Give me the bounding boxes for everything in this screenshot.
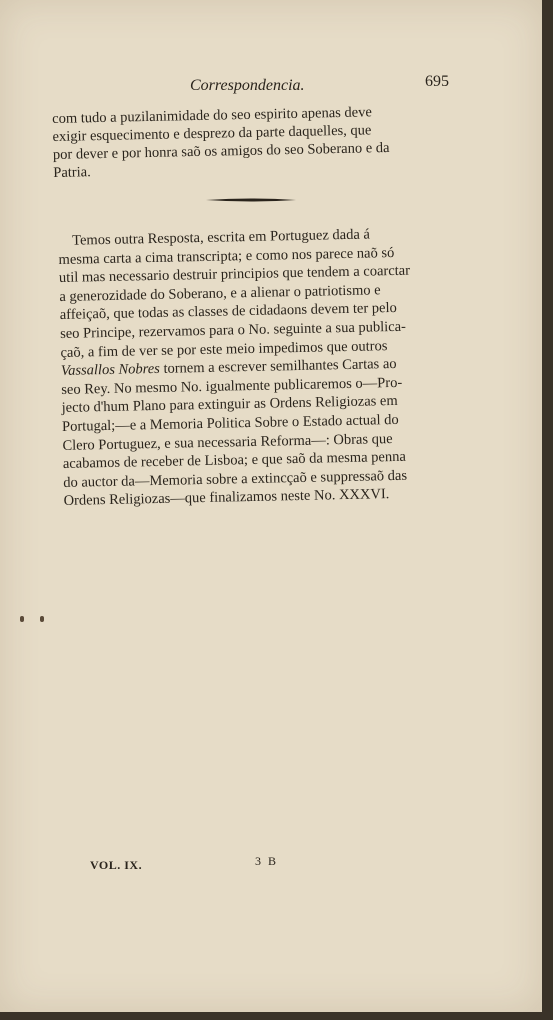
paragraph-editorial-note bbox=[58, 224, 466, 511]
text-line: por dever e por honra saõ os amigos do seo Soberano e da bbox=[52, 139, 390, 163]
text-line: çaõ, a fim de ver se por este meio impedimos que outros bbox=[60, 337, 388, 361]
paragraph-continuation bbox=[52, 101, 461, 182]
text-line-rest: tornem a escrever semilhantes Cartas ao bbox=[159, 356, 397, 378]
text-line: do auctor da—Memoria sobre a extincçaõ e suppressaõ das bbox=[63, 467, 408, 491]
text-line: seo Rey. No mesmo No. igualmente publicaremos o—Pro- bbox=[61, 374, 403, 398]
text-line: Portugal;—e a Memoria Politica Sobre o Estado actual do bbox=[61, 411, 399, 435]
text-line: Ordens Religiozas—que finalizamos neste No. XXXVI. bbox=[63, 486, 390, 510]
text-line: mesma carta a cima transcripta; e como nos parece naõ só bbox=[58, 244, 395, 268]
signature-mark: 3 B bbox=[255, 854, 279, 868]
text-line: a generozidade do Soberano, e a alienar o patriotismo e bbox=[59, 282, 381, 305]
text-line: jecto d'hum Plano para extinguir as Ordens Religiozas em bbox=[61, 393, 398, 417]
text-line: exigir esquecimento e desprezo da parte daquelles, que bbox=[52, 122, 372, 145]
text-line: Temos outra Resposta, escrita em Portuguez dada á bbox=[72, 226, 371, 249]
text-line: affeiçaõ, que todas as classes de cidadaons devem ter pelo bbox=[59, 300, 397, 324]
text-line: com tudo a puzilanimidade do seo espirito apenas deve bbox=[52, 104, 373, 127]
text-line: acabamos de receber de Lisboa; e que saõ da mesma penna bbox=[62, 448, 406, 473]
text-line: Patria. bbox=[53, 164, 91, 181]
italic-phrase: Vassallos Nobres bbox=[60, 361, 161, 380]
section-divider-ornament bbox=[206, 197, 296, 203]
paper-spot bbox=[20, 616, 24, 622]
text-line: util mas necessario destruir principios que tendem a coarctar bbox=[58, 262, 411, 287]
paper-spot bbox=[40, 616, 44, 622]
text-line: seo Principe, rezervamos para o No. seguinte a sua publica- bbox=[59, 318, 407, 342]
text-line: Clero Portuguez, e sua necessaria Reforma—: Obras que bbox=[62, 430, 393, 454]
running-header-title: Correspondencia. bbox=[190, 77, 305, 94]
page-number: 695 bbox=[425, 73, 449, 90]
volume-label: VOL. IX. bbox=[90, 858, 143, 872]
